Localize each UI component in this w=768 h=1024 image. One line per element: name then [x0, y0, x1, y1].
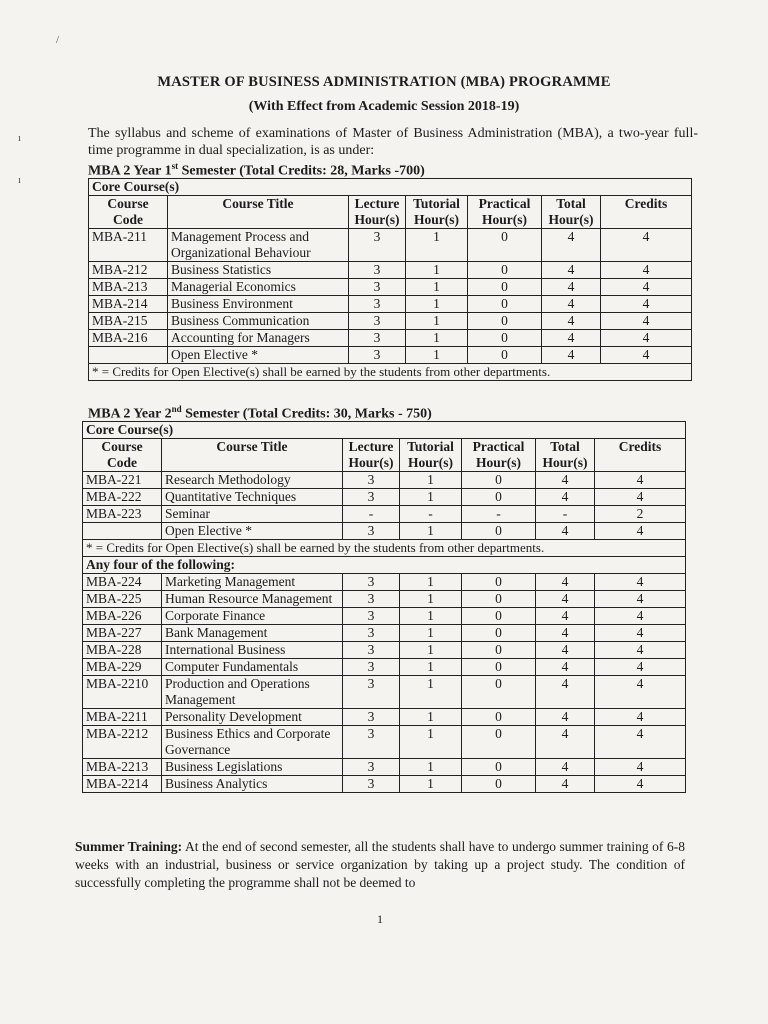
sem2-course-table [82, 421, 686, 793]
credits: 4 [595, 523, 686, 540]
practical-hours: 0 [468, 313, 542, 330]
course-title: Managerial Economics [168, 279, 349, 296]
practical-hours: 0 [468, 279, 542, 296]
total-hours: 4 [542, 347, 601, 364]
lecture-hours: 3 [343, 523, 400, 540]
credits: 4 [601, 262, 692, 279]
open-elective-note: * = Credits for Open Elective(s) shall be earned by the students from other departments. [89, 364, 692, 381]
table-row [83, 506, 686, 523]
lecture-hours: 3 [343, 759, 400, 776]
lecture-hours: 3 [343, 659, 400, 676]
document-title: MASTER OF BUSINESS ADMINISTRATION (MBA) PROGRAMME [157, 74, 611, 90]
credits: 4 [595, 591, 686, 608]
elective-group-label: Any four of the following: [83, 557, 686, 574]
tutorial-hours: 1 [406, 229, 468, 262]
table-row [89, 296, 692, 313]
practical-hours: 0 [462, 574, 536, 591]
total-hours: 4 [536, 642, 595, 659]
practical-hours: 0 [462, 676, 536, 709]
practical-hours: 0 [462, 625, 536, 642]
open-elective-note: * = Credits for Open Elective(s) shall be earned by the students from other departments. [83, 540, 686, 557]
credits: 4 [595, 659, 686, 676]
course-code: MBA-2213 [83, 759, 162, 776]
table-row [89, 330, 692, 347]
table-header-row [89, 196, 692, 229]
practical-hours: 0 [468, 296, 542, 313]
course-title: Human Resource Management [162, 591, 343, 608]
total-hours: 4 [536, 676, 595, 709]
lecture-hours: 3 [343, 591, 400, 608]
credits: 4 [601, 330, 692, 347]
open-elective-note-row [89, 364, 692, 381]
column-header: Practical Hour(s) [468, 196, 542, 229]
table-row [83, 709, 686, 726]
course-code: MBA-229 [83, 659, 162, 676]
credits: 2 [595, 506, 686, 523]
lecture-hours: 3 [343, 574, 400, 591]
page-number: 1 [377, 912, 383, 926]
course-title: Computer Fundamentals [162, 659, 343, 676]
document-subtitle: (With Effect from Academic Session 2018-19) [248, 99, 520, 114]
total-hours: 4 [542, 296, 601, 313]
course-code [89, 347, 168, 364]
credits: 4 [595, 776, 686, 793]
column-header: Course Code [83, 439, 162, 472]
practical-hours: 0 [468, 229, 542, 262]
credits: 4 [595, 472, 686, 489]
course-title: Open Elective * [168, 347, 349, 364]
course-title: Business Ethics and Corporate Governance [162, 726, 343, 759]
table-row [83, 776, 686, 793]
course-code [83, 523, 162, 540]
lecture-hours: 3 [343, 472, 400, 489]
tutorial-hours: 1 [400, 608, 462, 625]
elective-group-label-row [83, 557, 686, 574]
tutorial-hours: 1 [400, 676, 462, 709]
course-code: MBA-2211 [83, 709, 162, 726]
credits: 4 [595, 625, 686, 642]
tutorial-hours: 1 [406, 279, 468, 296]
tutorial-hours: 1 [400, 642, 462, 659]
core-course-label-row [89, 179, 692, 196]
tutorial-hours: 1 [400, 472, 462, 489]
core-course-label: Core Course(s) [83, 422, 686, 439]
lecture-hours: 3 [343, 489, 400, 506]
practical-hours: 0 [468, 262, 542, 279]
practical-hours: 0 [462, 472, 536, 489]
total-hours: 4 [536, 726, 595, 759]
lecture-hours: 3 [349, 262, 406, 279]
tutorial-hours: 1 [400, 625, 462, 642]
course-code: MBA-224 [83, 574, 162, 591]
course-title: Seminar [162, 506, 343, 523]
course-code: MBA-213 [89, 279, 168, 296]
course-code: MBA-211 [89, 229, 168, 262]
open-elective-note-row [83, 540, 686, 557]
intro-paragraph: The syllabus and scheme of examinations of Master of Business Administration (MBA), a two-year full-time programme in dual specialization, is as under: [88, 126, 698, 158]
practical-hours: 0 [462, 523, 536, 540]
credits: 4 [595, 676, 686, 709]
practical-hours: 0 [462, 608, 536, 625]
credits: 4 [601, 347, 692, 364]
table-row [83, 759, 686, 776]
total-hours: 4 [542, 229, 601, 262]
practical-hours: 0 [462, 642, 536, 659]
scan-mark: ı [18, 174, 22, 186]
lecture-hours: 3 [349, 229, 406, 262]
tutorial-hours: 1 [400, 726, 462, 759]
course-code: MBA-216 [89, 330, 168, 347]
credits: 4 [595, 726, 686, 759]
column-header: Credits [595, 439, 686, 472]
total-hours: 4 [536, 608, 595, 625]
course-code: MBA-2210 [83, 676, 162, 709]
table-row [89, 262, 692, 279]
column-header: Course Code [89, 196, 168, 229]
credits: 4 [595, 574, 686, 591]
table-row [89, 229, 692, 262]
table-row [89, 279, 692, 296]
table-row [83, 726, 686, 759]
credits: 4 [595, 709, 686, 726]
total-hours: 4 [536, 759, 595, 776]
tutorial-hours: 1 [406, 330, 468, 347]
column-header: Tutorial Hour(s) [400, 439, 462, 472]
course-title: Quantitative Techniques [162, 489, 343, 506]
credits: 4 [601, 229, 692, 262]
tutorial-hours: 1 [400, 759, 462, 776]
lecture-hours: 3 [343, 726, 400, 759]
total-hours: 4 [542, 313, 601, 330]
table-header-row [83, 439, 686, 472]
tutorial-hours: 1 [406, 347, 468, 364]
lecture-hours: 3 [349, 347, 406, 364]
course-code: MBA-228 [83, 642, 162, 659]
total-hours: 4 [536, 659, 595, 676]
column-header: Total Hour(s) [536, 439, 595, 472]
total-hours: 4 [536, 574, 595, 591]
course-title: Business Communication [168, 313, 349, 330]
course-title: Bank Management [162, 625, 343, 642]
course-title: Research Methodology [162, 472, 343, 489]
total-hours: 4 [536, 472, 595, 489]
table-row [83, 625, 686, 642]
lecture-hours: 3 [343, 608, 400, 625]
table-row [83, 608, 686, 625]
tutorial-hours: 1 [406, 262, 468, 279]
total-hours: 4 [542, 330, 601, 347]
total-hours: 4 [536, 625, 595, 642]
core-course-label-row [83, 422, 686, 439]
total-hours: - [536, 506, 595, 523]
credits: 4 [601, 296, 692, 313]
total-hours: 4 [542, 262, 601, 279]
column-header: Lecture Hour(s) [343, 439, 400, 472]
lecture-hours: 3 [349, 296, 406, 313]
course-code: MBA-227 [83, 625, 162, 642]
column-header: Lecture Hour(s) [349, 196, 406, 229]
table-row [83, 659, 686, 676]
course-code: MBA-223 [83, 506, 162, 523]
total-hours: 4 [542, 279, 601, 296]
core-course-label: Core Course(s) [89, 179, 692, 196]
practical-hours: 0 [468, 347, 542, 364]
course-title: Corporate Finance [162, 608, 343, 625]
column-header: Tutorial Hour(s) [406, 196, 468, 229]
total-hours: 4 [536, 523, 595, 540]
tutorial-hours: - [400, 506, 462, 523]
lecture-hours: - [343, 506, 400, 523]
practical-hours: 0 [462, 659, 536, 676]
column-header: Course Title [162, 439, 343, 472]
table-row [83, 472, 686, 489]
credits: 4 [601, 313, 692, 330]
scan-mark: / [56, 34, 60, 46]
lecture-hours: 3 [343, 642, 400, 659]
lecture-hours: 3 [349, 330, 406, 347]
sem1-heading: MBA 2 Year 1st Semester (Total Credits: 28, Marks -700) [88, 161, 425, 179]
tutorial-hours: 1 [400, 591, 462, 608]
total-hours: 4 [536, 776, 595, 793]
course-code: MBA-215 [89, 313, 168, 330]
course-title: Business Statistics [168, 262, 349, 279]
practical-hours: 0 [462, 709, 536, 726]
tutorial-hours: 1 [400, 523, 462, 540]
credits: 4 [595, 759, 686, 776]
lecture-hours: 3 [343, 676, 400, 709]
credits: 4 [595, 608, 686, 625]
table-row [83, 676, 686, 709]
table-row [83, 591, 686, 608]
sem2-heading: MBA 2 Year 2nd Semester (Total Credits: 30, Marks - 750) [88, 404, 432, 422]
course-title: Accounting for Managers [168, 330, 349, 347]
course-title: Business Analytics [162, 776, 343, 793]
practical-hours: 0 [468, 330, 542, 347]
practical-hours: 0 [462, 776, 536, 793]
lecture-hours: 3 [343, 709, 400, 726]
course-code: MBA-221 [83, 472, 162, 489]
course-title: International Business [162, 642, 343, 659]
total-hours: 4 [536, 489, 595, 506]
table-row [89, 347, 692, 364]
column-header: Practical Hour(s) [462, 439, 536, 472]
total-hours: 4 [536, 591, 595, 608]
tutorial-hours: 1 [400, 574, 462, 591]
table-row [83, 523, 686, 540]
course-code: MBA-225 [83, 591, 162, 608]
column-header: Total Hour(s) [542, 196, 601, 229]
practical-hours: 0 [462, 759, 536, 776]
tutorial-hours: 1 [400, 776, 462, 793]
practical-hours: 0 [462, 489, 536, 506]
lecture-hours: 3 [349, 279, 406, 296]
practical-hours: 0 [462, 726, 536, 759]
course-title: Business Environment [168, 296, 349, 313]
tutorial-hours: 1 [400, 489, 462, 506]
table-row [83, 642, 686, 659]
table-row [83, 489, 686, 506]
tutorial-hours: 1 [400, 709, 462, 726]
scan-mark: ı [18, 132, 22, 144]
tutorial-hours: 1 [400, 659, 462, 676]
practical-hours: 0 [462, 591, 536, 608]
credits: 4 [595, 642, 686, 659]
table-row [89, 313, 692, 330]
credits: 4 [601, 279, 692, 296]
course-title: Business Legislations [162, 759, 343, 776]
course-code: MBA-2212 [83, 726, 162, 759]
course-title: Management Process and Organizational Behaviour [168, 229, 349, 262]
column-header: Credits [601, 196, 692, 229]
total-hours: 4 [536, 709, 595, 726]
lecture-hours: 3 [343, 625, 400, 642]
lecture-hours: 3 [349, 313, 406, 330]
tutorial-hours: 1 [406, 313, 468, 330]
tutorial-hours: 1 [406, 296, 468, 313]
column-header: Course Title [168, 196, 349, 229]
course-code: MBA-212 [89, 262, 168, 279]
course-title: Open Elective * [162, 523, 343, 540]
table-row [83, 574, 686, 591]
lecture-hours: 3 [343, 776, 400, 793]
course-title: Production and Operations Management [162, 676, 343, 709]
course-title: Marketing Management [162, 574, 343, 591]
course-code: MBA-2214 [83, 776, 162, 793]
course-title: Personality Development [162, 709, 343, 726]
sem1-course-table [88, 178, 692, 381]
course-code: MBA-214 [89, 296, 168, 313]
course-code: MBA-226 [83, 608, 162, 625]
credits: 4 [595, 489, 686, 506]
course-code: MBA-222 [83, 489, 162, 506]
practical-hours: - [462, 506, 536, 523]
summer-training-paragraph: Summer Training: At the end of second semester, all the students shall have to undergo summer training of 6-8 weeks with an industrial, business or service organization by taking up a project study. The condition of successfully completing the programme shall not be deemed to [75, 839, 685, 890]
